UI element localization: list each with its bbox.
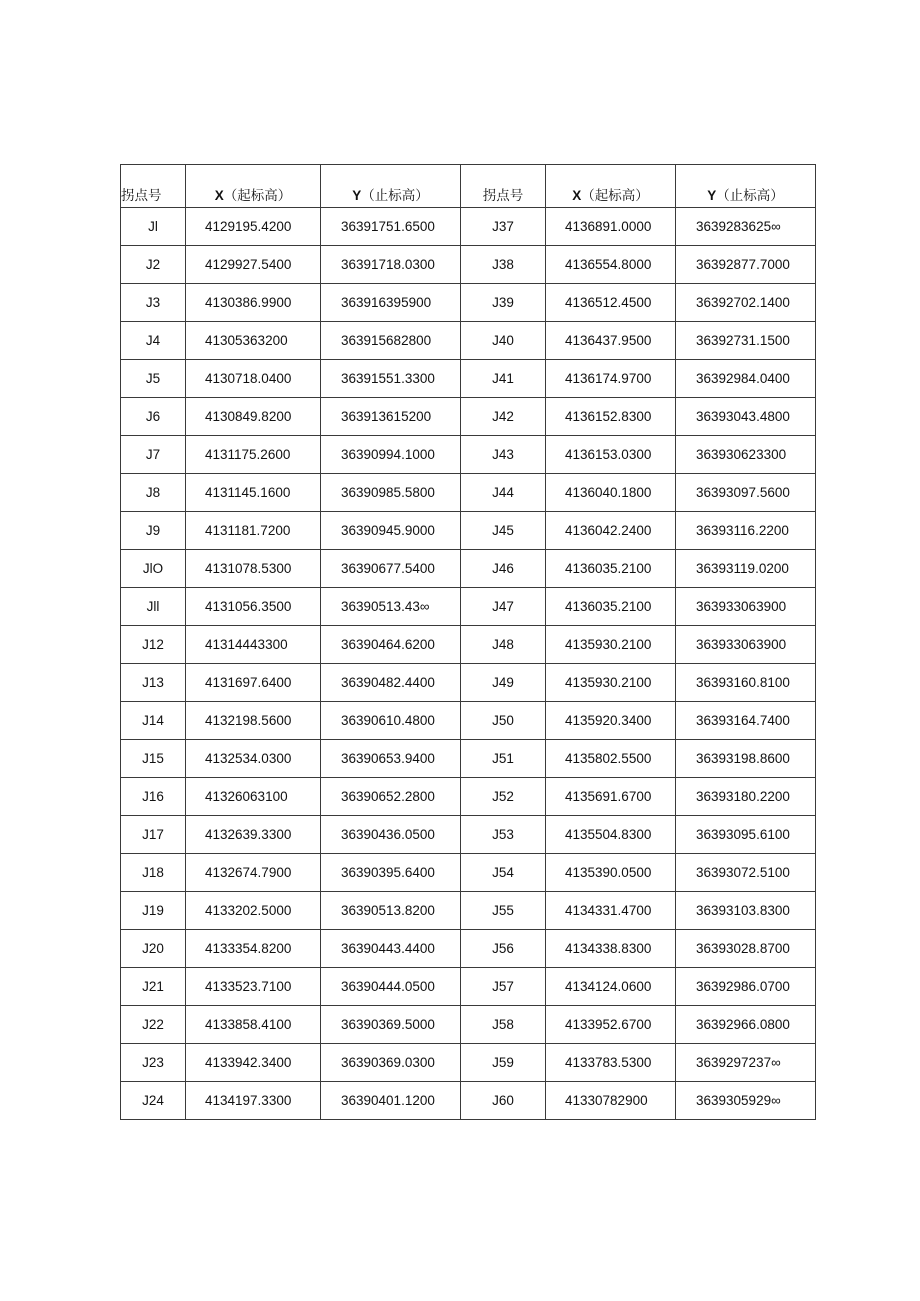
y-coordinate-left: 36390652.2800 bbox=[321, 778, 461, 816]
x-coordinate-right: 4136437.9500 bbox=[546, 322, 676, 360]
x-coordinate-right: 4136040.1800 bbox=[546, 474, 676, 512]
y-coordinate-right: 36393043.4800 bbox=[676, 398, 816, 436]
point-number-left: J23 bbox=[121, 1044, 186, 1082]
point-number-right: J37 bbox=[461, 208, 546, 246]
y-coordinate-left: 363916395900 bbox=[321, 284, 461, 322]
x-coordinate-left: 4130386.9900 bbox=[186, 284, 321, 322]
y-coordinate-right: 36392966.0800 bbox=[676, 1006, 816, 1044]
y-coordinate-left: 36390677.5400 bbox=[321, 550, 461, 588]
y-coordinate-right: 36393164.7400 bbox=[676, 702, 816, 740]
x-coordinate-right: 4136554.8000 bbox=[546, 246, 676, 284]
y-coordinate-left: 36390513.8200 bbox=[321, 892, 461, 930]
x-coordinate-right: 4134338.8300 bbox=[546, 930, 676, 968]
point-number-left: J12 bbox=[121, 626, 186, 664]
x-coordinate-left: 4133523.7100 bbox=[186, 968, 321, 1006]
point-number-right: J55 bbox=[461, 892, 546, 930]
x-coordinate-left: 4129195.4200 bbox=[186, 208, 321, 246]
y-coordinate-left: 36390985.5800 bbox=[321, 474, 461, 512]
point-number-left: J20 bbox=[121, 930, 186, 968]
header-point-number-left: 拐点号 bbox=[121, 165, 186, 208]
table-row bbox=[121, 892, 816, 930]
y-coordinate-right: 3639305929∞ bbox=[676, 1082, 816, 1120]
table-row bbox=[121, 1082, 816, 1120]
x-coordinate-right: 4135390.0500 bbox=[546, 854, 676, 892]
x-coordinate-right: 4133952.6700 bbox=[546, 1006, 676, 1044]
y-coordinate-right: 36393119.0200 bbox=[676, 550, 816, 588]
y-coordinate-left: 36390436.0500 bbox=[321, 816, 461, 854]
point-number-left: J21 bbox=[121, 968, 186, 1006]
point-number-right: J38 bbox=[461, 246, 546, 284]
point-number-right: J54 bbox=[461, 854, 546, 892]
y-coordinate-right: 36393095.6100 bbox=[676, 816, 816, 854]
y-coordinate-right: 36393198.8600 bbox=[676, 740, 816, 778]
header-y-end-elevation-left: Y（止标高） bbox=[321, 165, 461, 208]
header-x-start-elevation-right: X（起标高） bbox=[546, 165, 676, 208]
x-coordinate-left: 41305363200 bbox=[186, 322, 321, 360]
point-number-right: J43 bbox=[461, 436, 546, 474]
x-coordinate-right: 4136512.4500 bbox=[546, 284, 676, 322]
point-number-left: J19 bbox=[121, 892, 186, 930]
y-coordinate-left: 36390513.43∞ bbox=[321, 588, 461, 626]
point-number-right: J50 bbox=[461, 702, 546, 740]
y-coordinate-right: 363933063900 bbox=[676, 588, 816, 626]
point-number-left: J18 bbox=[121, 854, 186, 892]
x-coordinate-left: 4131145.1600 bbox=[186, 474, 321, 512]
x-coordinate-left: 4131175.2600 bbox=[186, 436, 321, 474]
y-coordinate-left: 363913615200 bbox=[321, 398, 461, 436]
y-coordinate-left: 36390401.1200 bbox=[321, 1082, 461, 1120]
point-number-right: J41 bbox=[461, 360, 546, 398]
x-coordinate-left: 4131056.3500 bbox=[186, 588, 321, 626]
y-coordinate-left: 36390945.9000 bbox=[321, 512, 461, 550]
table-row bbox=[121, 322, 816, 360]
y-coordinate-right: 363933063900 bbox=[676, 626, 816, 664]
y-coordinate-left: 36390610.4800 bbox=[321, 702, 461, 740]
header-x-start-elevation-left: X（起标高） bbox=[186, 165, 321, 208]
x-coordinate-left: 4130718.0400 bbox=[186, 360, 321, 398]
x-coordinate-right: 4135504.8300 bbox=[546, 816, 676, 854]
x-coordinate-right: 4135920.3400 bbox=[546, 702, 676, 740]
x-coordinate-left: 4132198.5600 bbox=[186, 702, 321, 740]
y-coordinate-left: 36391751.6500 bbox=[321, 208, 461, 246]
x-coordinate-right: 4136153.0300 bbox=[546, 436, 676, 474]
point-number-left: JlO bbox=[121, 550, 186, 588]
point-number-right: J51 bbox=[461, 740, 546, 778]
x-coordinate-left: 4131078.5300 bbox=[186, 550, 321, 588]
x-coordinate-right: 4134331.4700 bbox=[546, 892, 676, 930]
table-row bbox=[121, 1044, 816, 1082]
point-number-right: J42 bbox=[461, 398, 546, 436]
y-coordinate-right: 3639283625∞ bbox=[676, 208, 816, 246]
point-number-right: J59 bbox=[461, 1044, 546, 1082]
point-number-left: J16 bbox=[121, 778, 186, 816]
y-coordinate-left: 36390395.6400 bbox=[321, 854, 461, 892]
table-row bbox=[121, 664, 816, 702]
table-row bbox=[121, 398, 816, 436]
y-coordinate-right: 36393103.8300 bbox=[676, 892, 816, 930]
point-number-left: J13 bbox=[121, 664, 186, 702]
point-number-right: J56 bbox=[461, 930, 546, 968]
point-number-left: J4 bbox=[121, 322, 186, 360]
x-coordinate-left: 4133202.5000 bbox=[186, 892, 321, 930]
x-coordinate-right: 4136891.0000 bbox=[546, 208, 676, 246]
y-coordinate-left: 36390464.6200 bbox=[321, 626, 461, 664]
x-coordinate-right: 41330782900 bbox=[546, 1082, 676, 1120]
y-coordinate-right: 36393180.2200 bbox=[676, 778, 816, 816]
table-row bbox=[121, 436, 816, 474]
x-coordinate-left: 4133942.3400 bbox=[186, 1044, 321, 1082]
table-row bbox=[121, 284, 816, 322]
x-coordinate-right: 4135930.2100 bbox=[546, 664, 676, 702]
y-coordinate-left: 36390369.5000 bbox=[321, 1006, 461, 1044]
x-coordinate-left: 4132639.3300 bbox=[186, 816, 321, 854]
y-coordinate-right: 36393097.5600 bbox=[676, 474, 816, 512]
table-row bbox=[121, 702, 816, 740]
table-row bbox=[121, 968, 816, 1006]
x-coordinate-right: 4135691.6700 bbox=[546, 778, 676, 816]
y-coordinate-right: 36392984.0400 bbox=[676, 360, 816, 398]
table-row bbox=[121, 1006, 816, 1044]
table-header-row bbox=[121, 165, 816, 208]
table-row bbox=[121, 208, 816, 246]
point-number-right: J39 bbox=[461, 284, 546, 322]
point-number-right: J47 bbox=[461, 588, 546, 626]
point-number-left: J14 bbox=[121, 702, 186, 740]
y-coordinate-left: 36390653.9400 bbox=[321, 740, 461, 778]
point-number-left: J22 bbox=[121, 1006, 186, 1044]
point-number-left: J3 bbox=[121, 284, 186, 322]
y-coordinate-left: 36390369.0300 bbox=[321, 1044, 461, 1082]
point-number-left: J6 bbox=[121, 398, 186, 436]
table-row bbox=[121, 740, 816, 778]
x-coordinate-left: 4129927.5400 bbox=[186, 246, 321, 284]
y-coordinate-left: 36390482.4400 bbox=[321, 664, 461, 702]
point-number-right: J57 bbox=[461, 968, 546, 1006]
point-number-right: J52 bbox=[461, 778, 546, 816]
x-coordinate-right: 4136152.8300 bbox=[546, 398, 676, 436]
x-coordinate-left: 4131181.7200 bbox=[186, 512, 321, 550]
y-coordinate-right: 36393028.8700 bbox=[676, 930, 816, 968]
x-coordinate-left: 4134197.3300 bbox=[186, 1082, 321, 1120]
point-number-left: J17 bbox=[121, 816, 186, 854]
point-number-left: J2 bbox=[121, 246, 186, 284]
x-coordinate-left: 4133858.4100 bbox=[186, 1006, 321, 1044]
x-coordinate-left: 4132674.7900 bbox=[186, 854, 321, 892]
x-coordinate-right: 4136042.2400 bbox=[546, 512, 676, 550]
point-number-left: Jll bbox=[121, 588, 186, 626]
point-number-right: J45 bbox=[461, 512, 546, 550]
x-coordinate-left: 4132534.0300 bbox=[186, 740, 321, 778]
point-number-right: J44 bbox=[461, 474, 546, 512]
point-number-right: J46 bbox=[461, 550, 546, 588]
point-number-left: J9 bbox=[121, 512, 186, 550]
x-coordinate-right: 4136035.2100 bbox=[546, 588, 676, 626]
y-coordinate-left: 36390443.4400 bbox=[321, 930, 461, 968]
point-number-right: J49 bbox=[461, 664, 546, 702]
point-number-left: J5 bbox=[121, 360, 186, 398]
x-coordinate-right: 4133783.5300 bbox=[546, 1044, 676, 1082]
table-row bbox=[121, 360, 816, 398]
y-coordinate-left: 363915682800 bbox=[321, 322, 461, 360]
table-row bbox=[121, 474, 816, 512]
table-row bbox=[121, 854, 816, 892]
x-coordinate-left: 41326063100 bbox=[186, 778, 321, 816]
point-number-left: J7 bbox=[121, 436, 186, 474]
x-coordinate-left: 41314443300 bbox=[186, 626, 321, 664]
point-number-right: J53 bbox=[461, 816, 546, 854]
y-coordinate-right: 363930623300 bbox=[676, 436, 816, 474]
table-row bbox=[121, 246, 816, 284]
x-coordinate-right: 4135930.2100 bbox=[546, 626, 676, 664]
point-number-left: Jl bbox=[121, 208, 186, 246]
y-coordinate-right: 36392702.1400 bbox=[676, 284, 816, 322]
y-coordinate-left: 36391718.0300 bbox=[321, 246, 461, 284]
x-coordinate-right: 4134124.0600 bbox=[546, 968, 676, 1006]
y-coordinate-right: 36392877.7000 bbox=[676, 246, 816, 284]
y-coordinate-right: 3639297237∞ bbox=[676, 1044, 816, 1082]
x-coordinate-left: 4131697.6400 bbox=[186, 664, 321, 702]
y-coordinate-right: 36393160.8100 bbox=[676, 664, 816, 702]
x-coordinate-left: 4130849.8200 bbox=[186, 398, 321, 436]
point-number-right: J58 bbox=[461, 1006, 546, 1044]
point-number-left: J24 bbox=[121, 1082, 186, 1120]
y-coordinate-right: 36393072.5100 bbox=[676, 854, 816, 892]
y-coordinate-left: 36391551.3300 bbox=[321, 360, 461, 398]
coordinates-table bbox=[120, 164, 816, 1120]
x-coordinate-right: 4135802.5500 bbox=[546, 740, 676, 778]
table-row bbox=[121, 512, 816, 550]
header-y-end-elevation-right: Y（止标高） bbox=[676, 165, 816, 208]
y-coordinate-right: 36392986.0700 bbox=[676, 968, 816, 1006]
y-coordinate-right: 36393116.2200 bbox=[676, 512, 816, 550]
point-number-right: J60 bbox=[461, 1082, 546, 1120]
y-coordinate-left: 36390994.1000 bbox=[321, 436, 461, 474]
table-row bbox=[121, 778, 816, 816]
point-number-right: J48 bbox=[461, 626, 546, 664]
point-number-left: J8 bbox=[121, 474, 186, 512]
table-row bbox=[121, 816, 816, 854]
header-point-number-right: 拐点号 bbox=[461, 165, 546, 208]
table-row bbox=[121, 550, 816, 588]
x-coordinate-right: 4136174.9700 bbox=[546, 360, 676, 398]
table-row bbox=[121, 930, 816, 968]
x-coordinate-left: 4133354.8200 bbox=[186, 930, 321, 968]
table-row bbox=[121, 588, 816, 626]
point-number-right: J40 bbox=[461, 322, 546, 360]
point-number-left: J15 bbox=[121, 740, 186, 778]
table-row bbox=[121, 626, 816, 664]
x-coordinate-right: 4136035.2100 bbox=[546, 550, 676, 588]
y-coordinate-right: 36392731.1500 bbox=[676, 322, 816, 360]
y-coordinate-left: 36390444.0500 bbox=[321, 968, 461, 1006]
